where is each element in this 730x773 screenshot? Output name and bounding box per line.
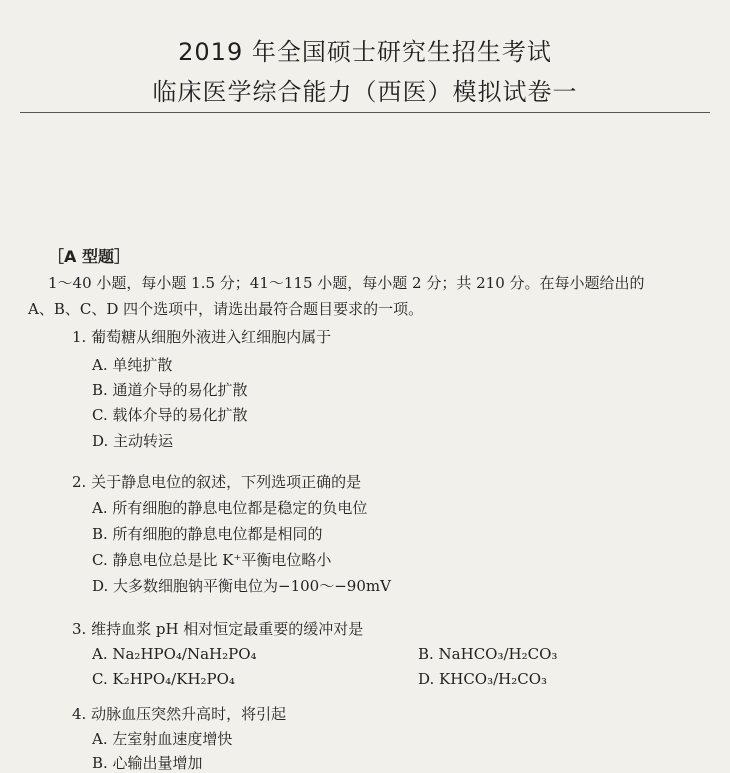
section-label: ［A 型题］ bbox=[48, 247, 130, 266]
option-c: C. 静息电位总是比 K⁺平衡电位略小 bbox=[92, 551, 332, 569]
instructions-line2: A、B、C、D 四个选项中，请选出最符合题目要求的一项。 bbox=[28, 300, 424, 318]
option-a: A. 所有细胞的静息电位都是稳定的负电位 bbox=[92, 499, 368, 517]
exam-title-line1: 2019 年全国硕士研究生招生考试 bbox=[178, 38, 552, 66]
option-d: D. KHCO₃/H₂CO₃ bbox=[418, 670, 548, 688]
option-a: A. Na₂HPO₄/NaH₂PO₄ bbox=[92, 645, 257, 663]
option-c: C. K₂HPO₄/KH₂PO₄ bbox=[92, 670, 235, 688]
question-stem: 3. 维持血浆 pH 相对恒定最重要的缓冲对是 bbox=[72, 620, 364, 638]
option-b: B. 通道介导的易化扩散 bbox=[92, 381, 248, 399]
option-a: A. 单纯扩散 bbox=[92, 356, 173, 374]
option-d: D. 大多数细胞钠平衡电位为−100～−90mV bbox=[92, 577, 391, 595]
question-stem: 1. 葡萄糖从细胞外液进入红细胞内属于 bbox=[72, 328, 332, 346]
instructions-line1: 1～40 小题，每小题 1.5 分；41～115 小题，每小题 2 分；共 210 分。在每小题给出的 bbox=[48, 274, 645, 292]
question-stem: 4. 动脉血压突然升高时，将引起 bbox=[72, 705, 287, 723]
title-divider bbox=[20, 112, 710, 113]
option-c: C. 载体介导的易化扩散 bbox=[92, 406, 248, 424]
exam-title-line2: 临床医学综合能力（西医）模拟试卷一 bbox=[152, 78, 578, 106]
section-instructions bbox=[28, 270, 708, 322]
option-b: B. NaHCO₃/H₂CO₃ bbox=[418, 645, 558, 663]
option-b: B. 所有细胞的静息电位都是相同的 bbox=[92, 525, 323, 543]
question-stem: 2. 关于静息电位的叙述，下列选项正确的是 bbox=[72, 473, 362, 491]
option-b: B. 心输出量增加 bbox=[92, 754, 203, 772]
option-d: D. 主动转运 bbox=[92, 432, 174, 450]
option-a: A. 左室射血速度增快 bbox=[92, 730, 233, 748]
